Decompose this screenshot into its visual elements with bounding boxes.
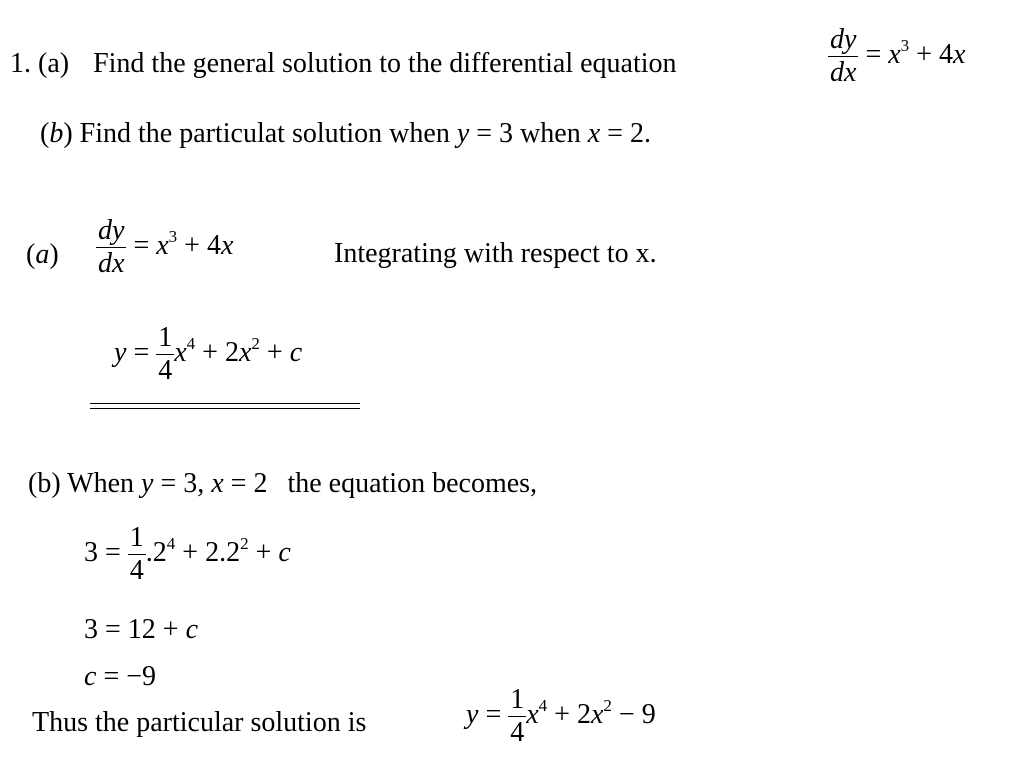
derivative-fraction: $\frac{dy}{dx}$ <box>830 24 857 88</box>
solution-a-equation: $\frac{dy}{dx}$ = $x^3 + 4x$ <box>98 215 234 279</box>
solution-b-line3: c = −9 <box>84 661 157 692</box>
question-part-b: (b) Find the particulat solution when y = 3 when x = 2. <box>40 118 651 149</box>
question-number: 1. (a) <box>10 48 70 79</box>
result-fraction: $\frac{1}{4}$ <box>158 322 173 386</box>
final-solution: y = $\frac{1}{4}$ $x^4 + 2x^2 - 9$ <box>466 684 656 748</box>
solution-b-line2: 3 = 12 + c <box>84 614 199 645</box>
solution-b-line1: 3 = $\frac{1}{4}$ $.2^4 + 2.2^2 + c$ <box>84 522 291 586</box>
final-fraction: $\frac{1}{4}$ <box>510 684 525 748</box>
solution-a-result: y = $\frac{1}{4}$ $x^4 + 2x^2 + c$ <box>114 322 303 386</box>
line1-fraction: $\frac{1}{4}$ <box>129 522 144 586</box>
question-part-a <box>10 50 677 78</box>
solution-a-note: Integrating with respect to x. <box>334 238 657 269</box>
question-equation: $\frac{dy}{dx}$ = $x^3 + 4x$ <box>830 24 966 88</box>
question-text-a: Find the general solution to the differential equation <box>93 48 677 79</box>
final-text: Thus the particular solution is <box>32 707 367 738</box>
solution-a-label: (a) <box>26 239 59 270</box>
solution-a-derivative: $\frac{dy}{dx}$ <box>98 215 125 279</box>
double-underline <box>90 403 360 409</box>
solution-b-intro: (b) When y = 3, x = 2 the equation becomes, <box>28 468 538 499</box>
